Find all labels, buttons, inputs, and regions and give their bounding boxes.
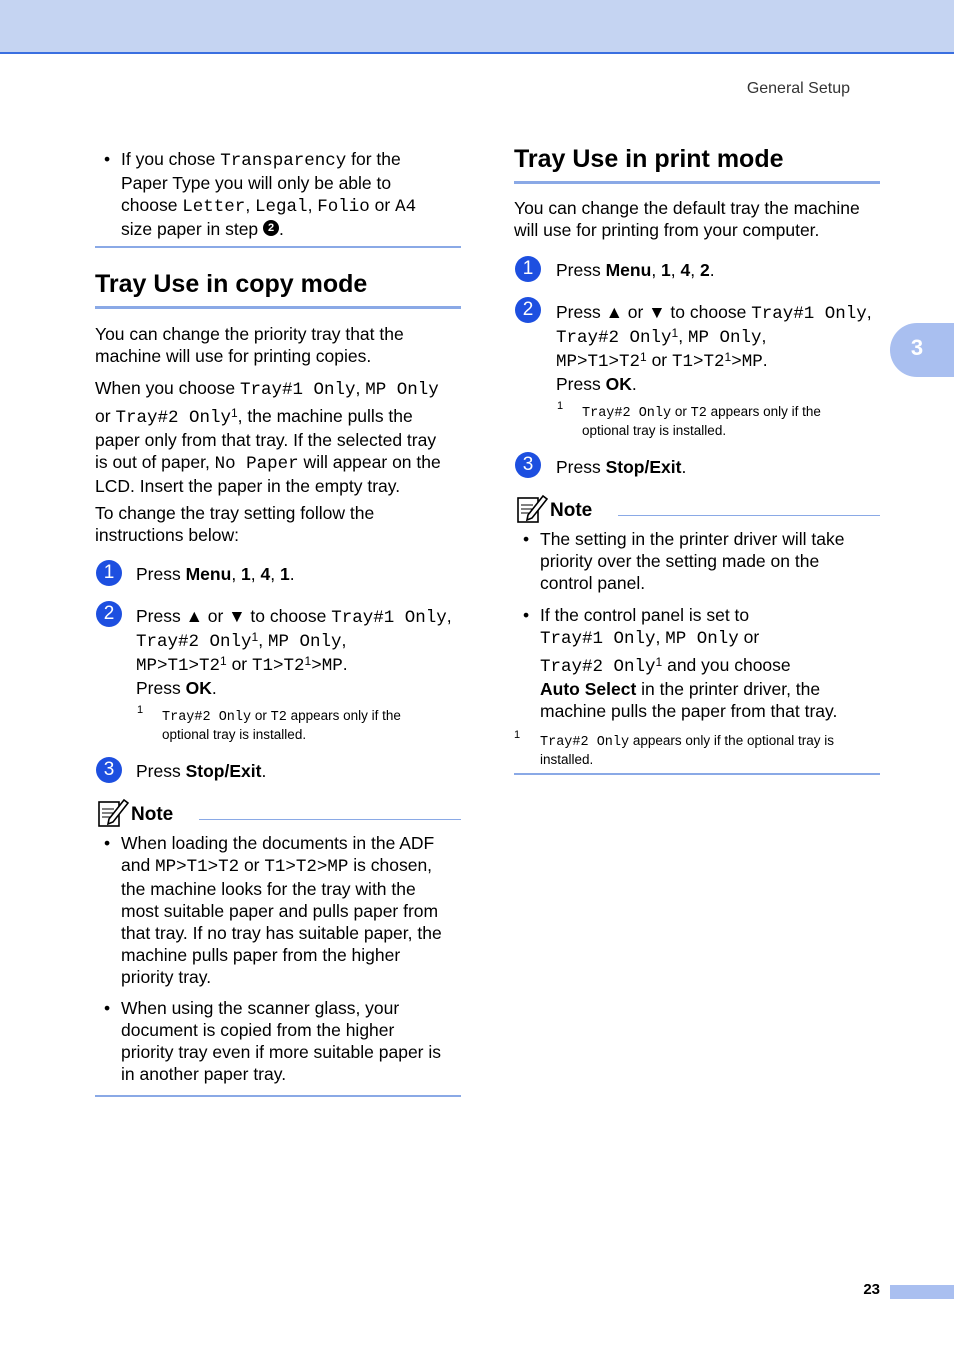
down-arrow-icon: ▼	[648, 302, 666, 322]
up-arrow-icon: ▲	[185, 606, 203, 626]
note-bullet-2: • When using the scanner glass, your document is copied from the higher priority tray even if more suitable paper is in another paper tray.	[104, 998, 441, 1084]
step-3-marker: 3	[96, 757, 122, 783]
print-para-1: You can change the default tray the machine will use for printing from your computer.	[514, 198, 860, 240]
down-arrow-icon: ▼	[228, 606, 246, 626]
top-header-band	[0, 0, 954, 54]
note-rule	[199, 819, 461, 820]
divider	[95, 246, 461, 248]
footnote-number: 1	[557, 400, 564, 412]
note-rule	[618, 515, 880, 516]
note-title: Note	[131, 804, 174, 825]
bullet-dot: •	[104, 833, 111, 853]
step-1-marker: 1	[515, 256, 541, 282]
copy-para-1: You can change the priority tray that the machine will use for printing copies.	[95, 324, 404, 366]
heading-rule	[514, 181, 880, 184]
step-ref-icon: 2	[263, 220, 279, 236]
note-pencil-icon	[97, 797, 129, 829]
running-header: General Setup	[746, 80, 850, 97]
note-title: Note	[550, 500, 593, 521]
intro-bullet: • If you chose Transparency for the Paper Type you will only be able to choose Letter, Legal, Folio or A4 size paper in step 2 .	[104, 149, 417, 239]
note-bullet-2: • If the control panel is set to Tray#1 Only, MP Only or Tray#2 Only$^1$ and you choose Auto Select in the printer driver, the machine pulls the paper from that tray.	[523, 605, 838, 721]
print-step-2: Press ▲ or ▼ to choose Tray#1 Only, Tray#2 Only$^1$, MP Only, $MP>T1>T2^1$ or $T1>T2^1>MP$. Press OK.	[556, 302, 872, 394]
step-2-marker: 2	[515, 297, 541, 323]
note-bullet-1: • The setting in the printer driver will take priority over the setting made on the control panel.	[523, 529, 845, 593]
step-2-marker: 2	[96, 601, 122, 627]
chapter-tab	[890, 323, 954, 377]
heading-rule	[95, 306, 461, 309]
page-number: 23	[863, 1281, 880, 1298]
bullet-dot: •	[104, 149, 111, 169]
footnote-number: 1	[514, 729, 521, 741]
bullet-dot: •	[104, 998, 111, 1018]
bullet-dot: •	[523, 605, 530, 625]
note-end-rule	[514, 773, 880, 775]
copy-step-3: Press Stop/Exit.	[136, 761, 267, 781]
copy-para-2: When you choose Tray#1 Only, MP Only or Tray#2 Only$^1$, the machine pulls the paper only from that tray. If the selected tray is out of paper, No Paper will appear on the LCD. Insert the paper in the empty tray.	[95, 378, 441, 496]
note-footnote: Tray#2 Only appears only if the optional tray is installed.	[540, 733, 834, 767]
print-step-3: Press Stop/Exit.	[556, 457, 687, 477]
copy-footnote: Tray#2 Only or T2 appears only if the optional tray is installed.	[162, 708, 401, 742]
bullet-dot: •	[523, 529, 530, 549]
copy-mode-heading: Tray Use in copy mode	[95, 270, 368, 298]
footnote-number: 1	[137, 704, 144, 716]
chapter-number: 3	[910, 335, 924, 360]
note-end-rule	[95, 1095, 461, 1097]
page-number-bar	[890, 1285, 954, 1299]
step-1-marker: 1	[96, 560, 122, 586]
print-step-1: Press Menu, 1, 4, 2.	[556, 260, 715, 280]
note-bullet-1: • When loading the documents in the ADF and MP>T1>T2 or T1>T2>MP is chosen, the machine looks for the tray with the most suitable paper and pulls paper from that tray. If no tray has suitable paper, the machine pulls paper from the higher priority tray.	[104, 833, 442, 987]
note-pencil-icon	[516, 493, 548, 525]
up-arrow-icon: ▲	[605, 302, 623, 322]
copy-step-2: Press ▲ or ▼ to choose Tray#1 Only, Tray#2 Only$^1$, MP Only, $MP>T1>T2^1$ or $T1>T2^1>MP$. Press OK.	[136, 606, 452, 698]
copy-step-1: Press Menu, 1, 4, 1.	[136, 564, 295, 584]
copy-para-3: To change the tray setting follow the instructions below:	[95, 503, 375, 545]
print-footnote: Tray#2 Only or T2 appears only if the optional tray is installed.	[582, 404, 821, 438]
print-mode-heading: Tray Use in print mode	[514, 145, 784, 173]
step-3-marker: 3	[515, 452, 541, 478]
